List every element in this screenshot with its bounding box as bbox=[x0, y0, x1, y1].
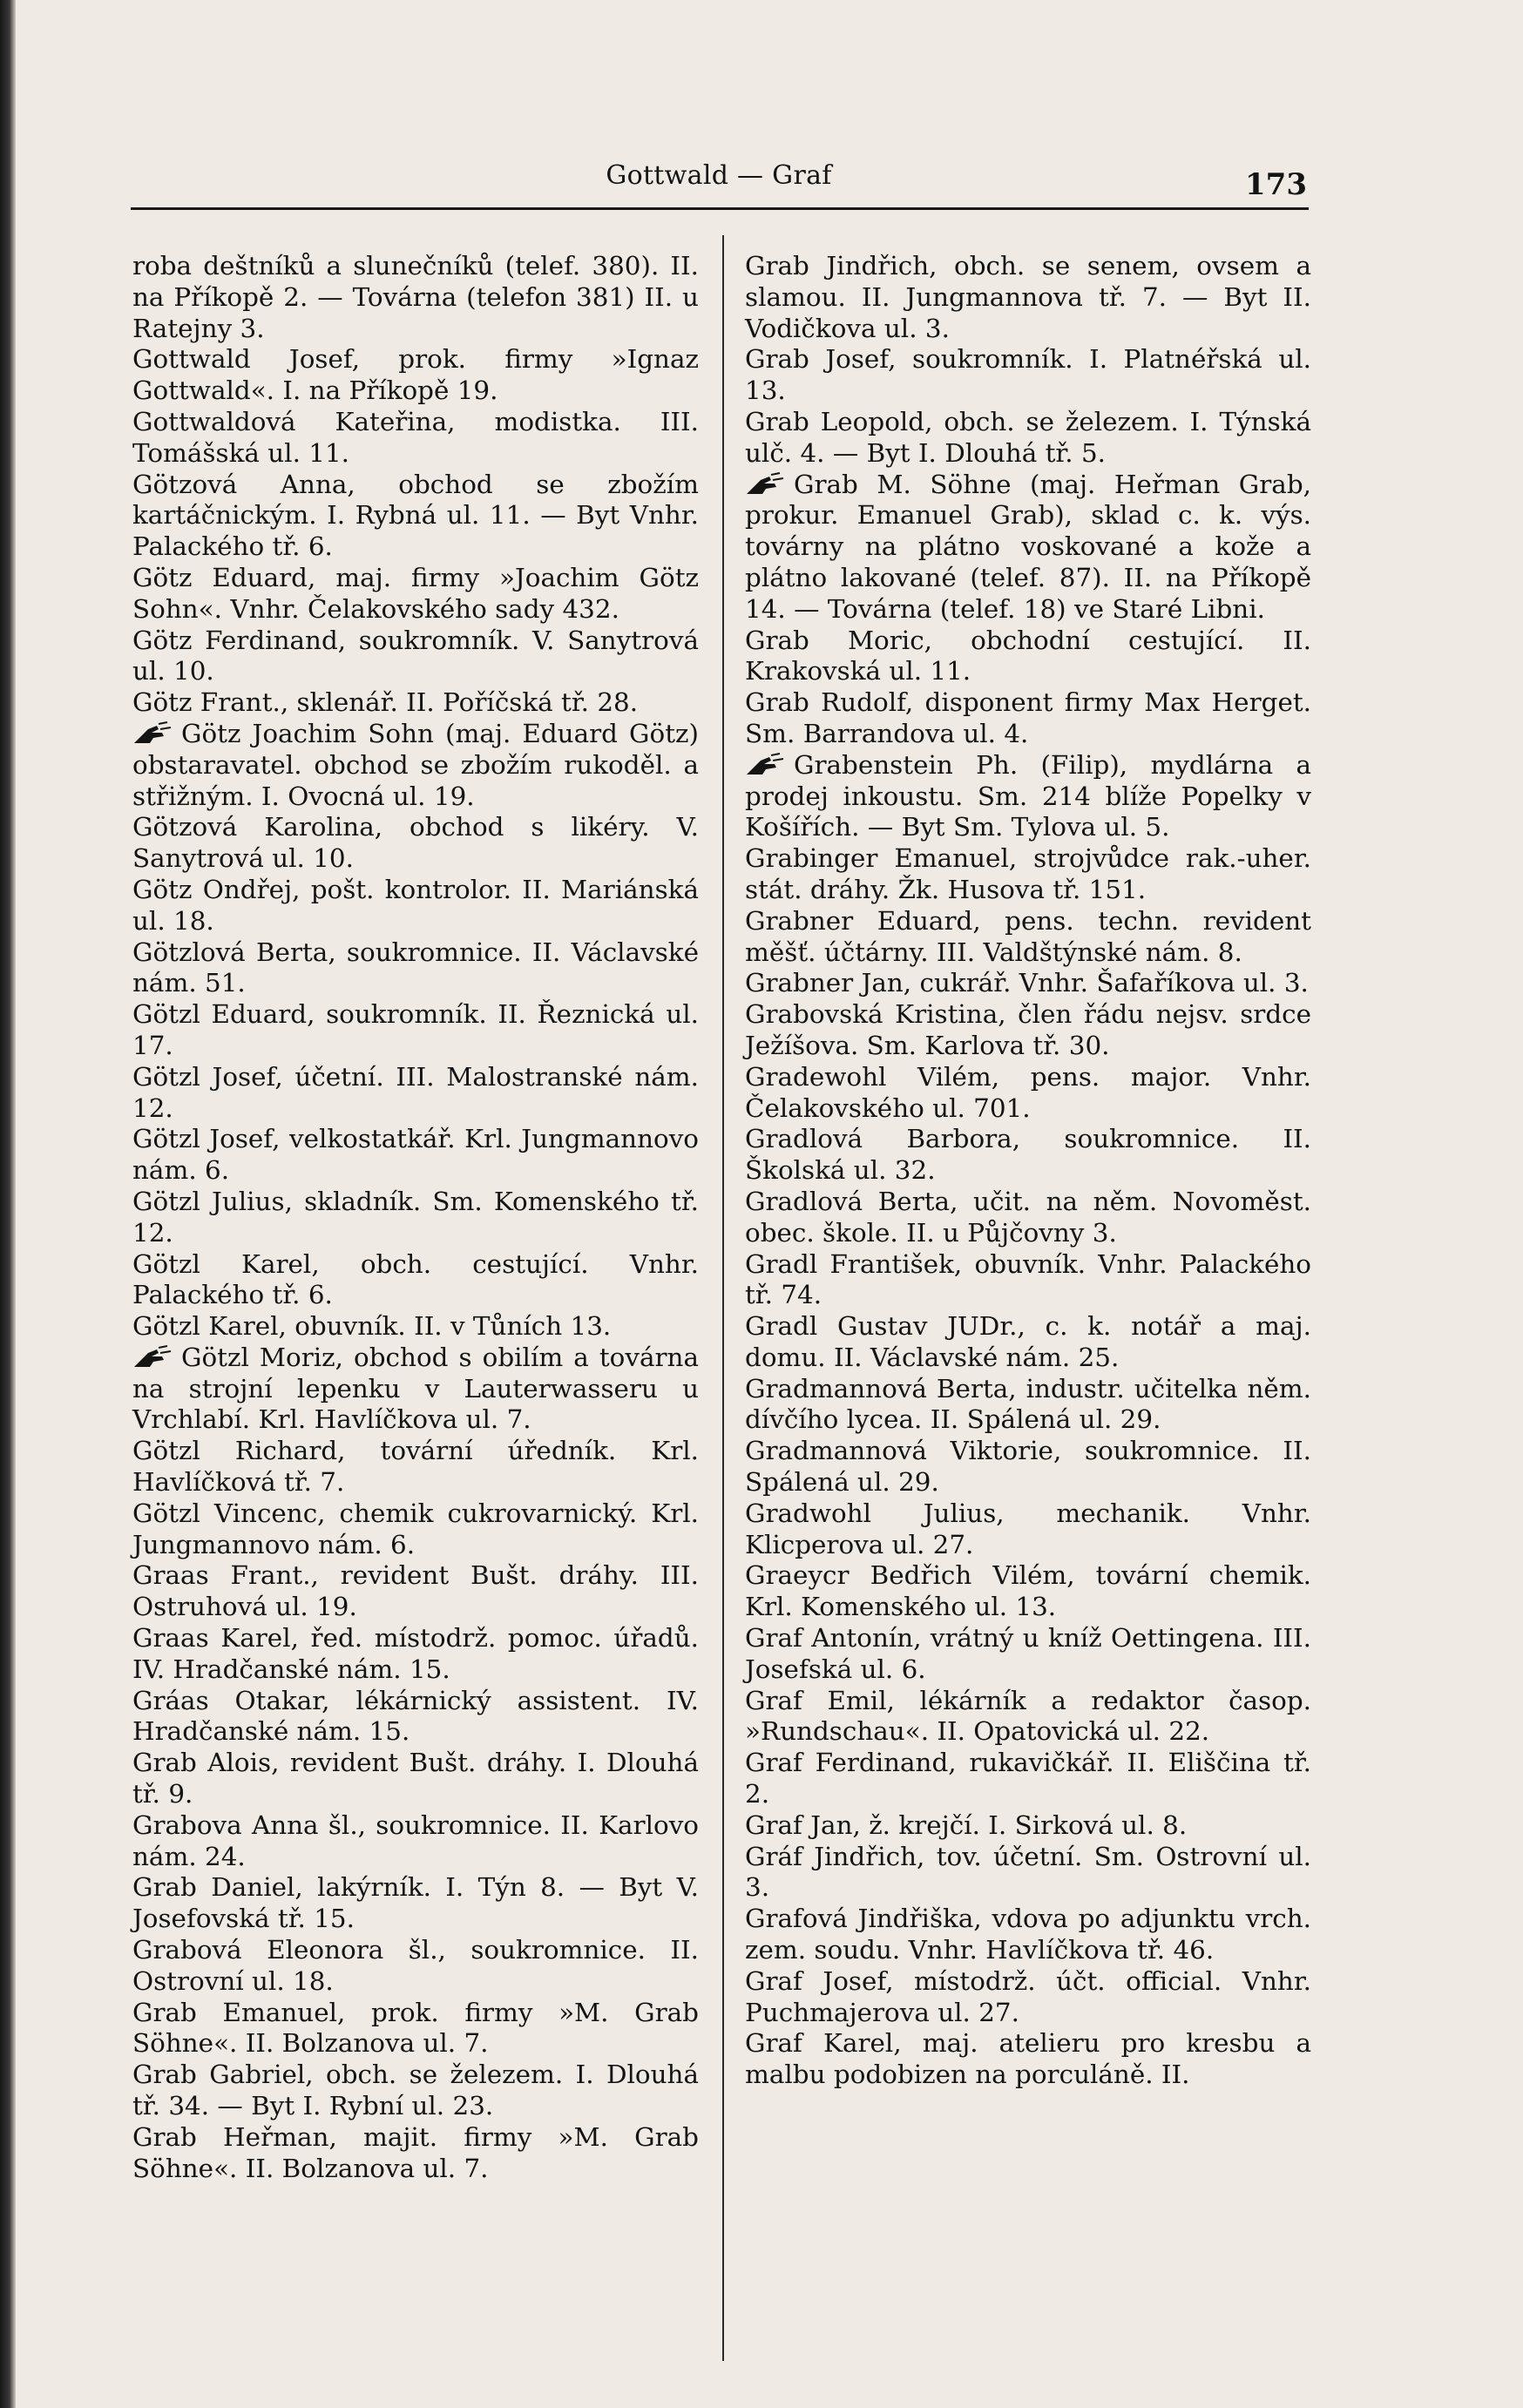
directory-entry: Götzl Karel, obuvník. II. v Tůních 13. bbox=[132, 1311, 612, 1342]
directory-entry-text: Grabenstein Ph. (Filip), mydlárna a prodej inkoustu. Sm. 214 blíže Popelky v Košířích. — Byt Sm. Tylova ul. 5. bbox=[745, 749, 1311, 842]
directory-entry: Götzl Richard, tovární úředník. Krl. Havlíčková tř. 7. bbox=[132, 1436, 699, 1498]
directory-entry: Grab Josef, soukromník. I. Platnéřská ul. 13. bbox=[745, 344, 1311, 406]
directory-entry: Grabinger Emanuel, strojvůdce rak.-uher. stát. dráhy. Žk. Husova tř. 151. bbox=[745, 843, 1311, 904]
directory-entry: Gradewohl Vilém, pens. major. Vnhr. Čelakovského ul. 701. bbox=[745, 1061, 1311, 1123]
directory-entry: Götz Eduard, maj. firmy »Joachim Götz Sohn«. Vnhr. Čelakovského sady 432. bbox=[132, 562, 699, 624]
directory-entry: Grab Rudolf, disponent firmy Max Herget. Sm. Barrandova ul. 4. bbox=[745, 687, 1311, 748]
directory-entry: roba deštníků a slunečníků (telef. 380). II. na Příkopě 2. — Továrna (telefon 381) II. u Ratejny 3. bbox=[132, 251, 699, 343]
directory-entry: Götzl Josef, velkostatkář. Krl. Jungmannovo nám. 6. bbox=[132, 1124, 699, 1186]
directory-entry: Graf Karel, maj. atelieru pro kresbu a malbu podobizen na porculáně. II. bbox=[745, 2028, 1311, 2090]
directory-entry: Graeycr Bedřich Vilém, tovární chemik. Krl. Komenského ul. 13. bbox=[745, 1560, 1311, 1622]
directory-entry: Götzová Karolina, obchod s likéry. V. Sanytrová ul. 10. bbox=[132, 812, 699, 874]
directory-entry: Graf Emil, lékárník a redaktor časop. »Rundschau«. II. Opatovická ul. 22. bbox=[745, 1685, 1311, 1747]
directory-entry: Graas Frant., revident Bušt. dráhy. III. Ostruhová ul. 19. bbox=[132, 1560, 699, 1622]
directory-entry: Grab Gabriel, obch. se železem. I. Dlouhá tř. 34. — Byt I. Rybní ul. 23. bbox=[132, 2060, 699, 2121]
right-column bbox=[745, 251, 1311, 2091]
directory-entry: Grab Emanuel, prok. firmy »M. Grab Söhne«. II. Bolzanova ul. 7. bbox=[132, 1997, 699, 2059]
header-rule bbox=[131, 207, 1309, 210]
directory-entry: Grabner Eduard, pens. techn. revident měšť. účtárny. III. Valdštýnské nám. 8. bbox=[745, 905, 1311, 967]
directory-entry-text: Grab M. Söhne (maj. Heřman Grab, prokur. Emanuel Grab), sklad c. k. výs. továrny na plátno voskované a kože a plátno lakované (telef. 87). II. na Příkopě 14. — Továrna (telef. 18) ve Staré Libni. bbox=[745, 469, 1311, 624]
directory-entry: Grab Alois, revident Bušt. dráhy. I. Dlouhá tř. 9. bbox=[132, 1748, 699, 1809]
directory-entry: Grab Leopold, obch. se železem. I. Týnská ulč. 4. — Byt I. Dlouhá tř. 5. bbox=[745, 406, 1311, 468]
directory-entry: Gradmannová Viktorie, soukromnice. II. Spálená ul. 29. bbox=[745, 1436, 1311, 1498]
directory-entry: Grabova Anna šl., soukromnice. II. Karlovo nám. 24. bbox=[132, 1809, 699, 1871]
column-divider bbox=[722, 235, 724, 2361]
directory-entry: Grabová Eleonora šl., soukromnice. II. Ostrovní ul. 18. bbox=[132, 1935, 699, 1996]
directory-entry: Götz Frant., sklenář. II. Poříčská tř. 28. bbox=[132, 687, 639, 718]
directory-entry: Götzl Josef, účetní. III. Malostranské nám. 12. bbox=[132, 1061, 699, 1123]
directory-entry: Götz Ondřej, pošt. kontrolor. II. Mariánská ul. 18. bbox=[132, 874, 699, 936]
directory-entry: Grabner Jan, cukrář. Vnhr. Šafaříkova ul. 3. bbox=[745, 968, 1309, 998]
directory-entry: Götzlová Berta, soukromnice. II. Václavské nám. 51. bbox=[132, 937, 699, 998]
page-header bbox=[131, 155, 1307, 207]
directory-entry: Götz Ferdinand, soukromník. V. Sanytrová ul. 10. bbox=[132, 625, 699, 687]
binding-edge bbox=[0, 0, 16, 2408]
telephone-hand-icon bbox=[132, 720, 173, 747]
directory-entry: Gradl František, obuvník. Vnhr. Palackého tř. 74. bbox=[745, 1248, 1311, 1310]
directory-entry: Götzl Karel, obch. cestující. Vnhr. Palackého tř. 6. bbox=[132, 1248, 699, 1310]
directory-entry: Grab Jindřich, obch. se senem, ovsem a slamou. II. Jungmannova tř. 7. — Byt II. Vodičkova ul. 3. bbox=[745, 251, 1311, 343]
directory-entry: Gradl Gustav JUDr., c. k. notář a maj. domu. II. Václavské nám. 25. bbox=[745, 1311, 1311, 1372]
directory-entry: Graf Ferdinand, rukavičkář. II. Eliščina tř. 2. bbox=[745, 1748, 1311, 1809]
telephone-hand-icon bbox=[745, 752, 785, 778]
left-column bbox=[132, 251, 699, 2184]
directory-entry: Graf Jan, ž. krejčí. I. Sirková ul. 8. bbox=[745, 1809, 1188, 1840]
page-number: 173 bbox=[1245, 167, 1307, 202]
directory-entry-text: Götz Joachim Sohn (maj. Eduard Götz) obstaravatel. obchod se zbožím rukoděl. a střižným. I. Ovocná ul. 19. bbox=[132, 718, 699, 811]
directory-entry: Gradwohl Julius, mechanik. Vnhr. Klicperova ul. 27. bbox=[745, 1498, 1311, 1559]
directory-entry: Graf Josef, místodrž. účt. official. Vnhr. Puchmajerova ul. 27. bbox=[745, 1965, 1311, 2027]
directory-entry: Götzl Julius, skladník. Sm. Komenského tř. 12. bbox=[132, 1186, 699, 1248]
telephone-hand-icon bbox=[132, 1344, 173, 1370]
directory-entry: Grabovská Kristina, člen řádu nejsv. srdce Ježíšova. Sm. Karlova tř. 30. bbox=[745, 999, 1311, 1060]
directory-entry: Grab Heřman, majit. firmy »M. Grab Söhne«. II. Bolzanova ul. 7. bbox=[132, 2121, 699, 2183]
directory-entry: Gottwaldová Kateřina, modistka. III. Tomášská ul. 11. bbox=[132, 406, 699, 468]
directory-entry: Götzl Vincenc, chemik cukrovarnický. Krl. Jungmannovo nám. 6. bbox=[132, 1498, 699, 1559]
directory-entry: Gráf Jindřich, tov. účetní. Sm. Ostrovní ul. 3. bbox=[745, 1841, 1311, 1903]
directory-entry: Graas Karel, řed. místodrž. pomoc. úřadů. IV. Hradčanské nám. 15. bbox=[132, 1623, 699, 1684]
directory-entry bbox=[132, 1343, 699, 1436]
directory-entry: Grab Moric, obchodní cestující. II. Krakovská ul. 11. bbox=[745, 625, 1311, 687]
directory-entry: Gráas Otakar, lékárnický assistent. IV. Hradčanské nám. 15. bbox=[132, 1685, 699, 1747]
directory-entry: Grab Daniel, lakýrník. I. Týn 8. — Byt V. Josefovská tř. 15. bbox=[132, 1872, 699, 1934]
telephone-hand-icon bbox=[745, 471, 785, 497]
directory-entry bbox=[745, 750, 1311, 843]
directory-entry bbox=[132, 719, 699, 812]
directory-entry: Graf Antonín, vrátný u kníž Oettingena. III. Josefská ul. 6. bbox=[745, 1623, 1311, 1684]
directory-entry: Gradlová Berta, učit. na něm. Novoměst. obec. škole. II. u Půjčovny 3. bbox=[745, 1186, 1311, 1248]
directory-entry: Grafová Jindřiška, vdova po adjunktu vrch. zem. soudu. Vnhr. Havlíčkova tř. 46. bbox=[745, 1904, 1311, 1965]
directory-entry bbox=[745, 470, 1311, 626]
directory-entry: Gradmannová Berta, industr. učitelka něm. dívčího lycea. II. Spálená ul. 29. bbox=[745, 1373, 1311, 1435]
directory-entry: Götzl Eduard, soukromník. II. Řeznická ul. 17. bbox=[132, 999, 699, 1060]
directory-entry: Gottwald Josef, prok. firmy »Ignaz Gottwald«. I. na Příkopě 19. bbox=[132, 344, 699, 406]
running-head: Gottwald — Graf bbox=[606, 160, 832, 191]
directory-entry: Götzová Anna, obchod se zbožím kartáčnickým. I. Rybná ul. 11. — Byt Vnhr. Palackého tř. 6. bbox=[132, 469, 699, 562]
directory-entry-text: Götzl Moriz, obchod s obilím a továrna na strojní lepenku v Lauterwasseru u Vrchlabí. Krl. Havlíčkova ul. 7. bbox=[132, 1342, 699, 1435]
directory-entry: Gradlová Barbora, soukromnice. II. Školská ul. 32. bbox=[745, 1124, 1311, 1186]
